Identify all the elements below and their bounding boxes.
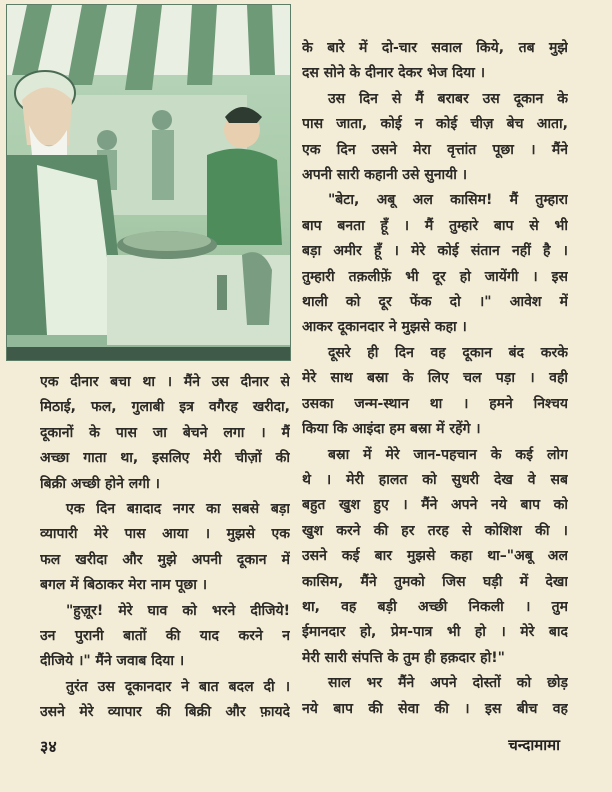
text-line: दीजिये ।" मैंने जवाब दिया । — [40, 653, 185, 670]
text-line: मेरी सारी संपत्ति के तुम ही हक़दार हो!" — [302, 649, 505, 666]
text-line: बिक्री अच्छी होने लगी । — [40, 475, 160, 492]
text-line: तुरंत उस दूकानदार ने बात बदल दी । — [66, 678, 290, 695]
text-line: तुम्हारी तक़लीफ़ें भी दूर हो जायेंगी । इस — [302, 268, 568, 285]
text-line: अपनी सारी कहानी उसे सुनायी । — [302, 167, 468, 184]
text-line: मेरे साथ बस्रा के लिए चल पड़ा । वही — [302, 370, 568, 387]
text-line: एक दीनार बचा था । मैंने उस दीनार से — [40, 374, 290, 390]
illustration-art — [7, 5, 290, 360]
text-line: आकर दूकानदार ने मुझसे कहा । — [302, 319, 467, 336]
text-line: कासिम, मैंने तुमको जिस घड़ी में देखा — [302, 573, 568, 590]
text-line: "हुज़ूर! मेरे घाव को भरने दीजिये! — [66, 602, 290, 619]
left-text-column — [40, 370, 290, 726]
text-line: था, वह बड़ी अच्छी निकली । तुम — [302, 598, 568, 615]
text-line: अच्छा गाता था, इसलिए मेरी चीज़ों की — [40, 450, 290, 467]
text-line: साल भर मैंने अपने दोस्तों को छोड़ — [328, 675, 568, 692]
illustration-border-strip — [7, 347, 290, 360]
text-line: उसका जन्म-स्थान था । हमने निश्चय — [302, 395, 568, 412]
text-line: दूकानों के पास जा बेचने लगा । मैं — [40, 424, 290, 441]
text-line: "बेटा, अबू अल कासिम! मैं तुम्हारा — [328, 192, 568, 209]
text-line: बाप बनता हूँ । मैं तुम्हारे बाप से भी — [302, 217, 568, 234]
text-line: एक दिन उसने मेरा वृत्तांत पूछा । मैंने — [302, 141, 568, 158]
text-line: बड़ा अमीर हूँ । मेरे कोई संतान नहीं है । — [302, 243, 568, 260]
text-line: थे । मेरी हालत को सुधरी देख वे सब — [302, 471, 568, 488]
text-line: उसने कई बार मुझसे कहा था–"अबू अल — [302, 548, 568, 565]
right-text-column — [302, 36, 568, 722]
text-line: पास जाता, कोई न कोई चीज़ बेच आता, — [302, 116, 568, 133]
text-line: उस दिन से मैं बराबर उस दूकान के — [328, 90, 568, 107]
text-line: एक दिन बग़दाद नगर का सबसे बड़ा — [66, 501, 290, 518]
text-line: थाली को दूर फेंक दो ।" आवेश में — [302, 294, 568, 311]
text-line: उसने मेरे व्यापार की बिक्री और फ़ायदे — [40, 704, 290, 721]
text-line: बहुत खुश हुए । मैंने अपने नये बाप को — [302, 497, 568, 514]
text-line: के बारे में दो-चार सवाल किये, तब मुझे — [302, 40, 568, 56]
text-line: ईमानदार हो, प्रेम-पात्र भी हो । मेरे बाद — [302, 624, 568, 641]
table-tray — [107, 231, 290, 345]
text-line: दस सोने के दीनार देकर भेज दिया । — [302, 65, 486, 82]
text-line: व्यापारी मेरे पास आया । मुझसे एक — [40, 526, 290, 543]
page-number: ३४ — [40, 737, 57, 756]
magazine-name: चन्दामामा — [508, 736, 560, 754]
text-line: खुश करने की हर तरह से कोशिश की । — [302, 522, 568, 539]
text-line: किया कि आइंदा हम बस्रा में रहेंगे । — [302, 421, 481, 438]
text-line: फल खरीदा और मुझे अपनी दूकान में — [40, 551, 290, 568]
text-line: बगल में बिठाकर मेरा नाम पूछा । — [40, 577, 208, 594]
text-line: उन पुरानी बातों की याद करने न — [40, 628, 290, 645]
text-line: दूसरे ही दिन वह दूकान बंद करके — [328, 344, 568, 361]
text-line: मिठाई, फल, गुलाबी इत्र वगैरह खरीदा, — [40, 399, 290, 416]
story-illustration — [6, 4, 291, 361]
text-line: बस्रा में मेरे जान-पहचान के कई लोग — [328, 446, 568, 463]
text-line: नये बाप की सेवा की । इस बीच वह — [302, 700, 568, 717]
